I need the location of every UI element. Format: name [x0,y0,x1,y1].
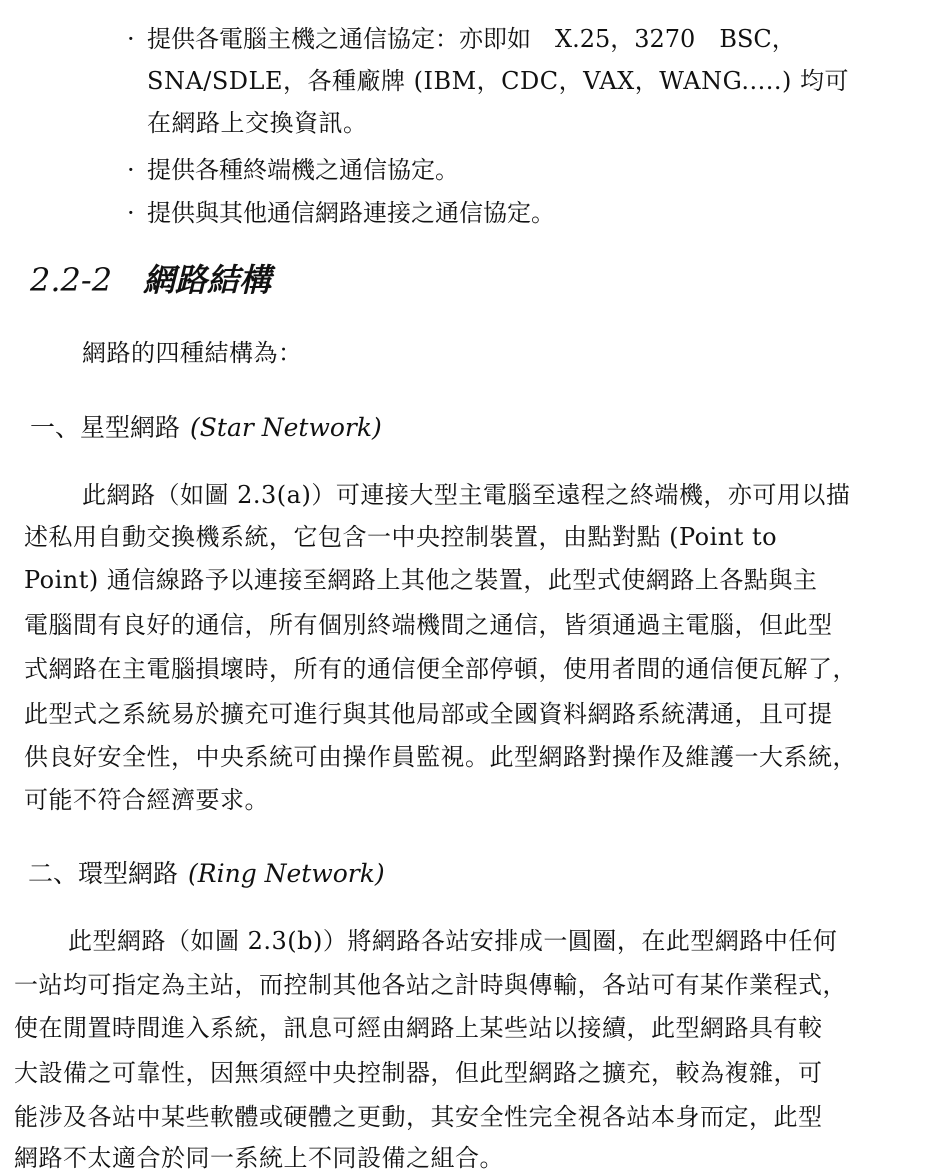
ring-line-5: 能涉及各站中某些軟體或硬體之更動，其安全性完全視各站本身而定，此型 [14,1103,823,1131]
star-heading-zh: 一、星型網路 [30,413,181,442]
ring-line-6: 網路不太適合於同一系統上不同設備之組合。 [14,1144,504,1172]
bullet-dot-icon: · [127,156,135,184]
bullet-item-3-line-1: 提供與其他通信網路連接之通信協定。 [147,199,555,227]
bullet-item-1-line-2: SNA/SDLE，各種廠牌 (IBM，CDC，VAX，WANG.....) 均可 [147,67,850,95]
star-line-4: 電腦間有良好的通信，所有個別終端機間之通信，皆須通過主電腦，但此型 [24,611,833,639]
ring-heading-en: (Ring Network) [188,859,385,888]
section-number: 2.2-2 [30,261,113,299]
star-network-heading [30,412,382,444]
star-line-1: 此網路（如圖 2.3(a)）可連接大型主電腦至遠程之終端機，亦可用以描 [82,481,851,509]
intro-text: 網路的四種結構為： [82,339,303,367]
star-line-7: 供良好安全性，中央系統可由操作員監視。此型網路對操作及維護一大系統， [24,743,857,771]
section-title: 網路結構 [143,261,272,299]
bullet-dot-icon: · [127,199,135,227]
ring-network-heading [28,858,385,890]
star-heading-en: (Star Network) [190,413,382,442]
ring-line-1: 此型網路（如圖 2.3(b)）將網路各站安排成一圓圈，在此型網路中任何 [68,927,838,955]
star-line-3: Point) 通信線路予以連接至網路上其他之裝置，此型式使網路上各點與主 [24,566,818,594]
star-line-6: 此型式之系統易於擴充可進行與其他局部或全國資料網路系統溝通，且可提 [24,700,833,728]
bullet-dot-icon: · [127,25,135,53]
bullet-item-1-line-1: 提供各電腦主機之通信協定：亦即如 X.25，3270 BSC， [147,25,796,53]
star-line-8: 可能不符合經濟要求。 [24,786,269,814]
bullet-item-2-line-1: 提供各種終端機之通信協定。 [147,156,459,184]
bullet-item-1-line-3: 在網路上交換資訊。 [147,109,368,137]
ring-line-4: 大設備之可靠性，因無須經中央控制器，但此型網路之擴充，較為複雜，可 [14,1059,823,1087]
star-line-2: 述私用自動交換機系統，它包含一中央控制裝置，由點對點 (Point to [24,523,778,551]
ring-line-2: 一站均可指定為主站，而控制其他各站之計時與傳輸，各站可有某作業程式， [14,971,847,999]
ring-line-3: 使在閒置時間進入系統，訊息可經由網路上某些站以接續，此型網路具有較 [14,1014,823,1042]
ring-heading-zh: 二、環型網路 [28,859,179,888]
star-line-5: 式網路在主電腦損壞時，所有的通信便全部停頓，使用者間的通信便瓦解了， [24,655,857,683]
